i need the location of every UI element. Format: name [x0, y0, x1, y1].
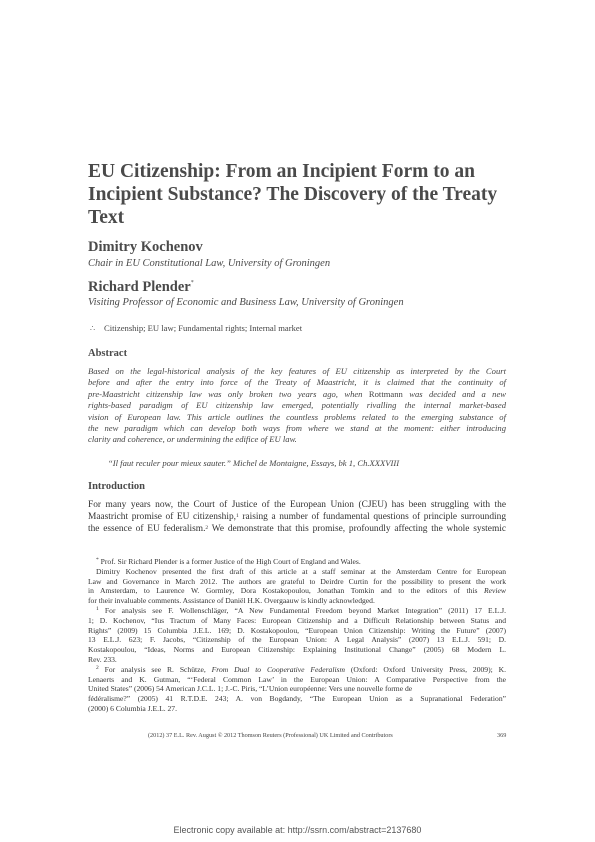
footnote-mark: 1: [96, 605, 99, 612]
footnote-mark: 2: [96, 664, 99, 671]
book-title: From Dual to Cooperative Federalism: [211, 664, 345, 674]
abstract-line: the new paradigm which can develop both ways from where we stand at the moment: either introducing: [88, 423, 506, 434]
keywords: [90, 323, 302, 333]
author-affiliation: Visiting Professor of Economic and Business Law, University of Groningen: [88, 297, 404, 308]
abstract-line: pre-Maastricht citizenship law was only broken two years ago, when Rottmann was decided and a new: [88, 388, 506, 399]
author-name: Richard Plender*: [88, 279, 194, 295]
footnote-mark: *: [96, 557, 99, 563]
article-title: [88, 160, 528, 229]
body-line: the essence of EU federalism.$^2$ We demonstrate that this promise, profoundly affecting the whole systemic: [88, 524, 507, 535]
ssrn-link[interactable]: Electronic copy available at: http://ssrn.com/abstract=2137680: [173, 825, 422, 835]
journal-name: Review: [484, 586, 506, 596]
abstract-line: clarity and coherence, or undermining the edifice of EU law.: [88, 434, 297, 445]
case-name: Rottmann: [368, 388, 403, 399]
title-line: Incipient Substance? The Discovery of the Treaty: [88, 184, 498, 205]
author-name: Dimitry Kochenov: [88, 239, 203, 255]
introduction-text: [88, 499, 506, 536]
keywords-icon: ∴: [90, 324, 96, 333]
abstract-line: Based on the legal-historical analysis of the key features of EU citizenship as interpreted by the Court: [88, 366, 506, 376]
body-line: For many years now, the Court of Justice of the European Union (CJEU) has been struggling with the: [88, 500, 506, 510]
body-line: Maastricht promise of EU citizenship,$^1$ raising a number of fundamental questions of principle surrounding: [88, 512, 507, 523]
keywords-text: Citizenship; EU law; Fundamental rights; Internal market: [104, 323, 303, 333]
page-number: 369: [497, 732, 507, 739]
footnote-ref[interactable]: 1: [235, 513, 239, 520]
abstract-line: before and after the entry into force of the Treaty of Maastricht, it is claimed that the continuity of: [88, 377, 506, 388]
abstract-line: vision of European law. This article outlines the countless problems related to the emerging substance of: [88, 411, 506, 422]
ssrn-banner[interactable]: [0, 825, 595, 835]
author-affiliation: Chair in EU Constitutional Law, University of Groningen: [88, 258, 331, 269]
epigraph: “Il faut reculer pour mieux sauter.” Michel de Montaigne, Essays, bk 1, Ch.XXXVIII: [108, 458, 400, 468]
abstract-text: [88, 366, 506, 446]
footnote-1: $^1$ For analysis see F. Wollenschläger, “A New Fundamental Freedom beyond Market Integration” (2011) 17 E.L.J. 1; D. Kochenov, “Ius Tractum of Many Faces: European Citizenship and a Difficult Relationship between Status and Rights” (2009) 15 Columbia J.E.L. 169; D. Kostakopoulou, “European Union Citizenship: Writing the Future” (2007) 13 E.L.J. 623; F. Jacobs, “Citizenship of the European Union: A Legal Analysis” (2007) 13 E.L.J. 591; D. Kostakopoulou, “Ideas, Norms and European Citizenship: Explaining Institutional Change” (2005) 68 Modern L. Rev. 233.: [88, 605, 506, 664]
running-footer: (2012) 37 E.L. Rev. August © 2012 Thomson Reuters (Professional) UK Limited and Contributors: [148, 732, 393, 739]
abstract-line: rights-based paradigm of EU citizenship law emerged, potentially rivalling the internal market-based: [88, 400, 506, 411]
footnotes: [88, 557, 506, 714]
footnote-star: * Prof. Sir Richard Plender is a former Justice of the High Court of England and Wales. Dimitry Kochenov presented the first draft of this article at a staff seminar at the Amsterdam Centre for European Law and Governance in March 2012. The authors are grateful to Deirdre Curtin for the possibility to present the work in Amsterdam, to Laurence W. Gormley, Dora Kostakopoulou, Jonathan Tomkin and to the editors of this Review for their invaluable comments. Assistance of Daniël H.K. Overgaauw is kindly acknowledged.: [88, 557, 506, 606]
footnote-mark[interactable]: *: [190, 280, 194, 286]
title-line: EU Citizenship: From an Incipient Form to an: [88, 161, 475, 182]
introduction-heading: Introduction: [88, 481, 145, 492]
abstract-heading: Abstract: [88, 348, 128, 359]
footnote-2: $^2$ For analysis see R. Schütze, From Dual to Cooperative Federalism (Oxford: Oxford University Press, 2009); K. Lenaerts and K. Gutman, “‘Federal Common Law’ in the European Union: A Comparative Perspective from the United States” (2006) 54 American J.C.L. 1; J.-C. Piris, “L’Union européenne: Vers une nouvelle forme de fédéralisme?” (2005) 41 R.T.D.E. 243; A. von Bogdandy, “The European Union as a Supranational Federation” (2000) 6 Columbia J.E.L. 27.: [88, 664, 506, 713]
footnote-ref[interactable]: 2: [205, 525, 209, 532]
title-line: Text: [88, 207, 125, 228]
